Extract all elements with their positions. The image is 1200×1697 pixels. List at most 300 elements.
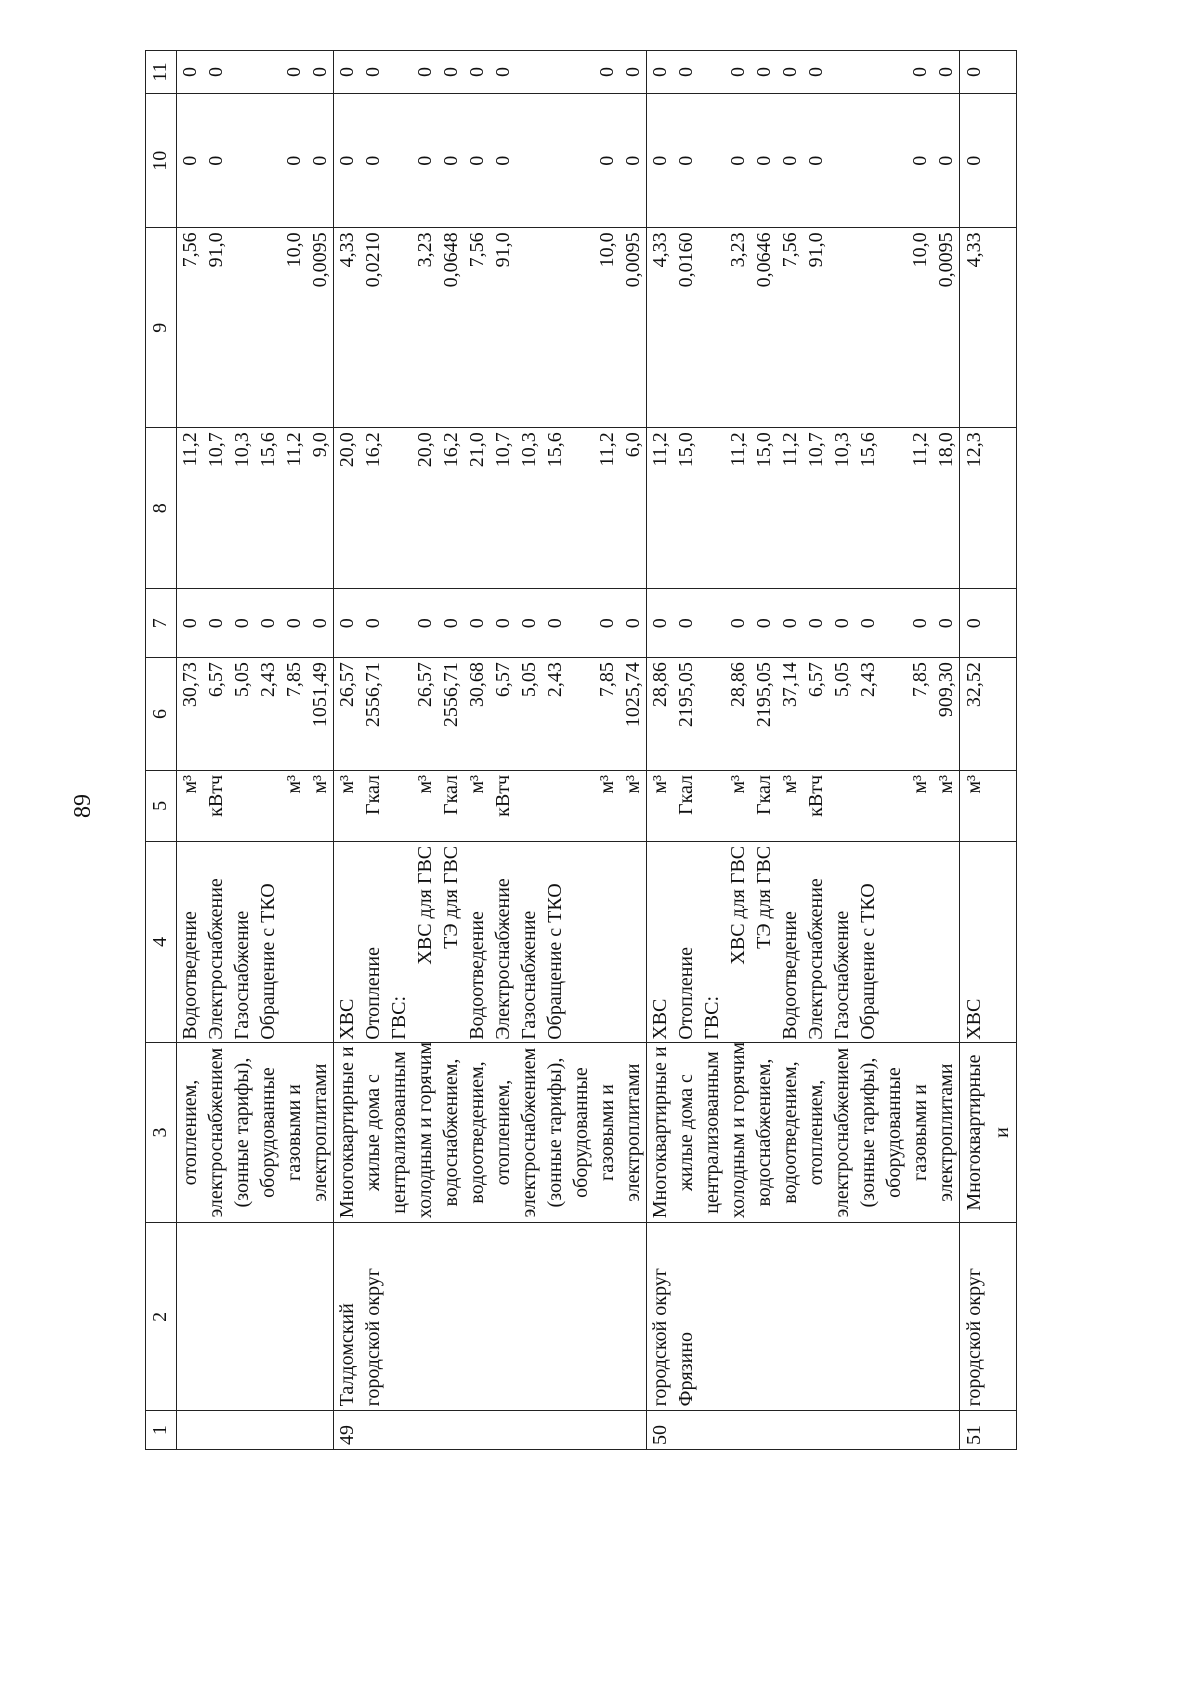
col9-item: 10,0 (283, 232, 305, 268)
col6-item: 5,05 (518, 662, 540, 698)
column-number: 4 (146, 841, 177, 1042)
municipality-name-line: городской округ (649, 1268, 671, 1407)
unit-item: Гкал (440, 774, 462, 815)
col6-item: 1051,49 (309, 662, 331, 728)
col8-item: 10,3 (231, 432, 253, 468)
row-number: 50 (647, 1411, 960, 1450)
col7-item (386, 593, 412, 653)
unit-item: м³ (596, 774, 618, 794)
unit-list (334, 770, 647, 841)
col6-item: 30,73 (179, 662, 201, 708)
col10-item (881, 98, 907, 223)
col9-item: 0,0095 (309, 232, 331, 288)
resource-name: ХВС (960, 841, 1017, 1042)
resource-item: Водоотведение (466, 911, 488, 1040)
col10-item: 0 (283, 155, 305, 166)
col8-item: 20,0 (414, 432, 436, 468)
resource-item: Водоотведение (779, 911, 801, 1040)
col8-values (334, 428, 647, 589)
resource-item: Отопление (362, 947, 384, 1040)
unit-item: м³ (727, 774, 749, 794)
tariff-table (145, 50, 1017, 1450)
col9-item (255, 232, 281, 423)
col8-item (699, 432, 725, 584)
col7-item: 0 (179, 618, 201, 629)
col9-item (386, 232, 412, 423)
col9-item: 3,23 (727, 232, 749, 268)
col6-values (334, 658, 647, 771)
col9-item: 7,56 (179, 232, 201, 268)
col11-value: 0 (960, 51, 1017, 94)
col10-item: 0 (727, 155, 749, 166)
col8-value: 12,3 (960, 428, 1017, 589)
col7-item: 0 (283, 618, 305, 629)
col10-item (255, 98, 281, 223)
col9-item: 7,56 (779, 232, 801, 268)
unit-item: м³ (283, 774, 305, 794)
col10-item: 0 (596, 155, 618, 166)
unit: м³ (960, 770, 1017, 841)
col8-item: 15,0 (675, 432, 697, 468)
col11-item: 0 (336, 67, 358, 78)
col6-item: 6,57 (805, 662, 827, 698)
col8-values (177, 428, 334, 589)
col10-item: 0 (414, 155, 436, 166)
col9-values (647, 228, 960, 428)
table-row-51 (960, 51, 1017, 1450)
col9-item (542, 232, 568, 423)
col8-item: 11,2 (909, 432, 931, 467)
housing-description-item: холодным и горячим (727, 1041, 749, 1219)
housing-description-item: (зонные тарифы), (544, 1057, 566, 1208)
col8-item: 10,3 (831, 432, 853, 468)
col8-item: 15,6 (257, 432, 279, 468)
col11-item (542, 55, 568, 89)
col9-item: 91,0 (492, 232, 514, 268)
col8-item: 15,6 (857, 432, 879, 468)
col7-item: 0 (309, 618, 331, 629)
col11-item: 0 (909, 67, 931, 78)
housing-description-item: Многоквартирные и (336, 1046, 358, 1219)
col7-item: 0 (727, 618, 749, 629)
col11-item: 0 (649, 67, 671, 78)
col8-values (647, 428, 960, 589)
unit-item (855, 775, 881, 837)
col10-values (334, 94, 647, 228)
row-number (177, 1411, 334, 1450)
unit-list (177, 770, 334, 841)
col9-item (229, 232, 255, 423)
unit-item: м³ (179, 774, 201, 794)
col7-values (334, 589, 647, 658)
col7-item: 0 (622, 618, 644, 629)
col11-item: 0 (492, 67, 514, 78)
col10-item: 0 (909, 155, 931, 166)
col9-item: 0,0210 (362, 232, 384, 288)
unit-item (542, 775, 568, 837)
col9-item (568, 232, 594, 423)
col9-item: 4,33 (649, 232, 671, 268)
col7-values (647, 589, 960, 658)
col7-item: 0 (466, 618, 488, 629)
housing-description-item: водоснабжением, (440, 1058, 462, 1207)
col10-item: 0 (466, 155, 488, 166)
col6-item: 5,05 (831, 662, 853, 698)
col6-item: 1025,74 (622, 662, 644, 728)
unit-item (881, 775, 907, 837)
col10-item (229, 98, 255, 223)
column-number: 7 (146, 589, 177, 658)
housing-description-item: водоотведением, (779, 1061, 801, 1204)
col11-values (647, 51, 960, 94)
col7-item: 0 (779, 618, 801, 629)
col10-item: 0 (309, 155, 331, 166)
col9-item: 0,0095 (622, 232, 644, 288)
unit-item: кВтч (492, 774, 514, 817)
col10-item: 0 (179, 155, 201, 166)
housing-description-item: газовыми и (596, 1084, 618, 1181)
column-number: 1 (146, 1411, 177, 1450)
col6-item: 2,43 (257, 662, 279, 698)
column-number: 2 (146, 1223, 177, 1411)
col7-item: 0 (544, 618, 566, 629)
col7-item: 0 (231, 618, 253, 629)
unit-item (255, 775, 281, 837)
col8-item: 11,2 (179, 432, 201, 467)
column-number: 3 (146, 1042, 177, 1223)
col10-item: 0 (622, 155, 644, 166)
resource-item: ГВС: (388, 995, 410, 1040)
table-row-50 (647, 51, 960, 1450)
col10-values (647, 94, 960, 228)
row-number: 49 (334, 1411, 647, 1450)
col6-item (386, 662, 412, 766)
resource-item: ХВС (336, 998, 358, 1040)
col11-item: 0 (596, 67, 618, 78)
col9-item (699, 232, 725, 423)
col6-item (568, 662, 594, 766)
housing-description (647, 1042, 960, 1223)
col6-item (699, 662, 725, 766)
col10-item (699, 98, 725, 223)
resource-item: Электроснабжение (492, 878, 514, 1040)
resource-item: ХВС для ГВС (414, 845, 436, 965)
unit-item: Гкал (362, 774, 384, 815)
housing-description-item: Многоквартирные и (649, 1046, 671, 1219)
housing-description-item: электроснабжением (518, 1047, 540, 1218)
col7-item: 0 (753, 618, 775, 629)
col9-item (881, 232, 907, 423)
housing-description-item: жилые дома с (362, 1074, 384, 1191)
municipality-name (647, 1223, 960, 1411)
col11-item (881, 55, 907, 89)
col6-item: 26,57 (336, 662, 358, 708)
housing-description-item: электроснабжением (205, 1047, 227, 1218)
municipality-name (177, 1223, 334, 1411)
col11-item (255, 55, 281, 89)
resource-item: Водоотведение (179, 911, 201, 1040)
col6-item: 28,86 (727, 662, 749, 708)
col7-item: 0 (414, 618, 436, 629)
col6-item: 2195,05 (675, 662, 697, 728)
col9-values (177, 228, 334, 428)
col10-item: 0 (649, 155, 671, 166)
unit-item (699, 775, 725, 837)
col7-item (568, 593, 594, 653)
municipality-name (334, 1223, 647, 1411)
col11-values (177, 51, 334, 94)
col10-item: 0 (935, 155, 957, 166)
col7-item: 0 (596, 618, 618, 629)
col6-item: 2556,71 (362, 662, 384, 728)
col10-value: 0 (960, 94, 1017, 228)
unit-item: кВтч (205, 774, 227, 817)
resource-item: Обращение с ТКО (257, 883, 279, 1040)
col9-item: 0,0648 (440, 232, 462, 288)
col11-item (229, 55, 255, 89)
table-row-49 (334, 51, 647, 1450)
municipality-name-line: Фрязино (675, 1332, 697, 1407)
col7-item: 0 (336, 618, 358, 629)
col7-item: 0 (675, 618, 697, 629)
housing-description-item: оборудованные (257, 1067, 279, 1198)
resource-item: ТЭ для ГВС (753, 845, 775, 949)
unit-item: м³ (779, 774, 801, 794)
col8-item: 10,7 (205, 432, 227, 468)
col6-item: 2195,05 (753, 662, 775, 728)
col11-values (334, 51, 647, 94)
col7-item: 0 (909, 618, 931, 629)
col9-item (829, 232, 855, 423)
col6-item: 2556,71 (440, 662, 462, 728)
housing-description-item: газовыми и (283, 1084, 305, 1181)
col11-item: 0 (675, 67, 697, 78)
resource-item: ТЭ для ГВС (440, 845, 462, 949)
col8-item: 11,2 (283, 432, 305, 467)
municipality-name: городской округ (960, 1223, 1017, 1411)
col11-item: 0 (779, 67, 801, 78)
resource-item: Электроснабжение (205, 878, 227, 1040)
col11-item: 0 (440, 67, 462, 78)
column-number: 5 (146, 770, 177, 841)
col9-item (855, 232, 881, 423)
col11-item: 0 (466, 67, 488, 78)
col7-item (881, 593, 907, 653)
table-row-continuation (177, 51, 334, 1450)
unit-item: м³ (414, 774, 436, 794)
col10-item: 0 (753, 155, 775, 166)
column-number: 6 (146, 658, 177, 771)
col8-item: 10,7 (805, 432, 827, 468)
col10-item: 0 (336, 155, 358, 166)
col10-item: 0 (675, 155, 697, 166)
col8-item (881, 432, 907, 584)
col8-item: 11,2 (779, 432, 801, 467)
column-number: 8 (146, 428, 177, 589)
col10-item: 0 (805, 155, 827, 166)
col10-item: 0 (779, 155, 801, 166)
housing-description (334, 1042, 647, 1223)
housing-description-item: отоплением, (492, 1079, 514, 1186)
col8-item: 11,2 (649, 432, 671, 467)
col6-item: 6,57 (492, 662, 514, 698)
resource-item: Отопление (675, 947, 697, 1040)
col11-item: 0 (179, 67, 201, 78)
housing-description-item: жилые дома с (675, 1074, 697, 1191)
col7-item: 0 (440, 618, 462, 629)
resource-item: Газоснабжение (831, 910, 853, 1040)
col9-item: 10,0 (596, 232, 618, 268)
col7-item: 0 (857, 618, 879, 629)
resource-item: ХВС (649, 998, 671, 1040)
col11-item: 0 (283, 67, 305, 78)
col11-item: 0 (309, 67, 331, 78)
resource-item: Газоснабжение (231, 910, 253, 1040)
col7-item: 0 (362, 618, 384, 629)
col10-item (829, 98, 855, 223)
unit-list (647, 770, 960, 841)
col6-item: 5,05 (231, 662, 253, 698)
col11-item (699, 55, 725, 89)
unit-item (568, 775, 594, 837)
col8-item: 16,2 (362, 432, 384, 468)
col8-item: 15,0 (753, 432, 775, 468)
col6-item: 2,43 (857, 662, 879, 698)
col11-item: 0 (753, 67, 775, 78)
housing-description-item: газовыми и (909, 1084, 931, 1181)
col9-values (334, 228, 647, 428)
col9-item: 3,23 (414, 232, 436, 268)
col9-item: 91,0 (205, 232, 227, 268)
col10-item (542, 98, 568, 223)
resource-item: Электроснабжение (805, 878, 827, 1040)
housing-description-item: централизованным (701, 1051, 723, 1214)
column-number: 11 (146, 51, 177, 94)
col6-item: 7,85 (596, 662, 618, 698)
resource-item: Обращение с ТКО (857, 883, 879, 1040)
col11-item (829, 55, 855, 89)
housing-description-item: электроплитами (935, 1063, 957, 1202)
col6-item: 28,86 (649, 662, 671, 708)
column-number: 9 (146, 228, 177, 428)
unit-item (516, 775, 542, 837)
housing-description-item: водоотведением, (466, 1061, 488, 1204)
unit-item: Гкал (675, 774, 697, 815)
col8-item: 11,2 (727, 432, 749, 467)
col6-item: 7,85 (909, 662, 931, 698)
col8-item: 20,0 (336, 432, 358, 468)
housing-description (177, 1042, 334, 1223)
col6-item: 7,85 (283, 662, 305, 698)
col11-item: 0 (205, 67, 227, 78)
housing-description-item: электроснабжением (831, 1047, 853, 1218)
col6-item (881, 662, 907, 766)
resource-list (334, 841, 647, 1042)
col7-value: 0 (960, 589, 1017, 658)
col6-values (647, 658, 960, 771)
housing-description-item: электроплитами (622, 1063, 644, 1202)
col10-item: 0 (440, 155, 462, 166)
col9-item: 0,0646 (753, 232, 775, 288)
unit-item: м³ (336, 774, 358, 794)
housing-description-item: оборудованные (570, 1067, 592, 1198)
unit-item: м³ (649, 774, 671, 794)
row-number: 51 (960, 1411, 1017, 1450)
unit-item: Гкал (753, 774, 775, 815)
col9-item: 4,33 (336, 232, 358, 268)
resource-list (647, 841, 960, 1042)
resource-item: Газоснабжение (518, 910, 540, 1040)
col9-item: 0,0095 (935, 232, 957, 288)
col8-item: 18,0 (935, 432, 957, 468)
col6-item: 30,68 (466, 662, 488, 708)
resource-item: Обращение с ТКО (544, 883, 566, 1040)
col6-item: 26,57 (414, 662, 436, 708)
col10-item: 0 (205, 155, 227, 166)
unit-item (386, 775, 412, 837)
municipality-name-line: Талдомский (336, 1303, 358, 1407)
col10-item: 0 (492, 155, 514, 166)
col10-item (855, 98, 881, 223)
col9-item: 7,56 (466, 232, 488, 268)
unit-item (829, 775, 855, 837)
column-number: 10 (146, 94, 177, 228)
municipality-name-line: городской округ (362, 1268, 384, 1407)
housing-description-item: (зонные тарифы), (857, 1057, 879, 1208)
resource-item: ХВС для ГВС (727, 845, 749, 965)
housing-description-item: централизованным (388, 1051, 410, 1214)
unit-item: м³ (622, 774, 644, 794)
unit-item: м³ (309, 774, 331, 794)
col10-values (177, 94, 334, 228)
col6-item: 6,57 (205, 662, 227, 698)
housing-description-item: отоплением, (805, 1079, 827, 1186)
col6-item: 2,43 (544, 662, 566, 698)
col7-item: 0 (205, 618, 227, 629)
col7-item: 0 (805, 618, 827, 629)
col7-values (177, 589, 334, 658)
col11-item: 0 (362, 67, 384, 78)
column-number-header (146, 51, 177, 1450)
col10-item (386, 98, 412, 223)
col11-item: 0 (727, 67, 749, 78)
col7-item: 0 (518, 618, 540, 629)
col8-item: 11,2 (596, 432, 618, 467)
col9-value: 4,33 (960, 228, 1017, 428)
col11-item: 0 (622, 67, 644, 78)
col8-item (386, 432, 412, 584)
col10-item (516, 98, 542, 223)
col10-item (568, 98, 594, 223)
col8-item: 10,3 (518, 432, 540, 468)
col6-values (177, 658, 334, 771)
unit-item: м³ (466, 774, 488, 794)
resource-item: ГВС: (701, 995, 723, 1040)
housing-description-item: (зонные тарифы), (231, 1057, 253, 1208)
col11-item (386, 55, 412, 89)
col8-item: 10,7 (492, 432, 514, 468)
col8-item: 15,6 (544, 432, 566, 468)
page-number: 89 (70, 794, 96, 818)
col11-item (568, 55, 594, 89)
col7-item (699, 593, 725, 653)
col6-item: 909,30 (935, 662, 957, 718)
unit-item: м³ (935, 774, 957, 794)
unit-item (229, 775, 255, 837)
col8-item: 16,2 (440, 432, 462, 468)
col8-item: 21,0 (466, 432, 488, 468)
col9-item: 10,0 (909, 232, 931, 268)
